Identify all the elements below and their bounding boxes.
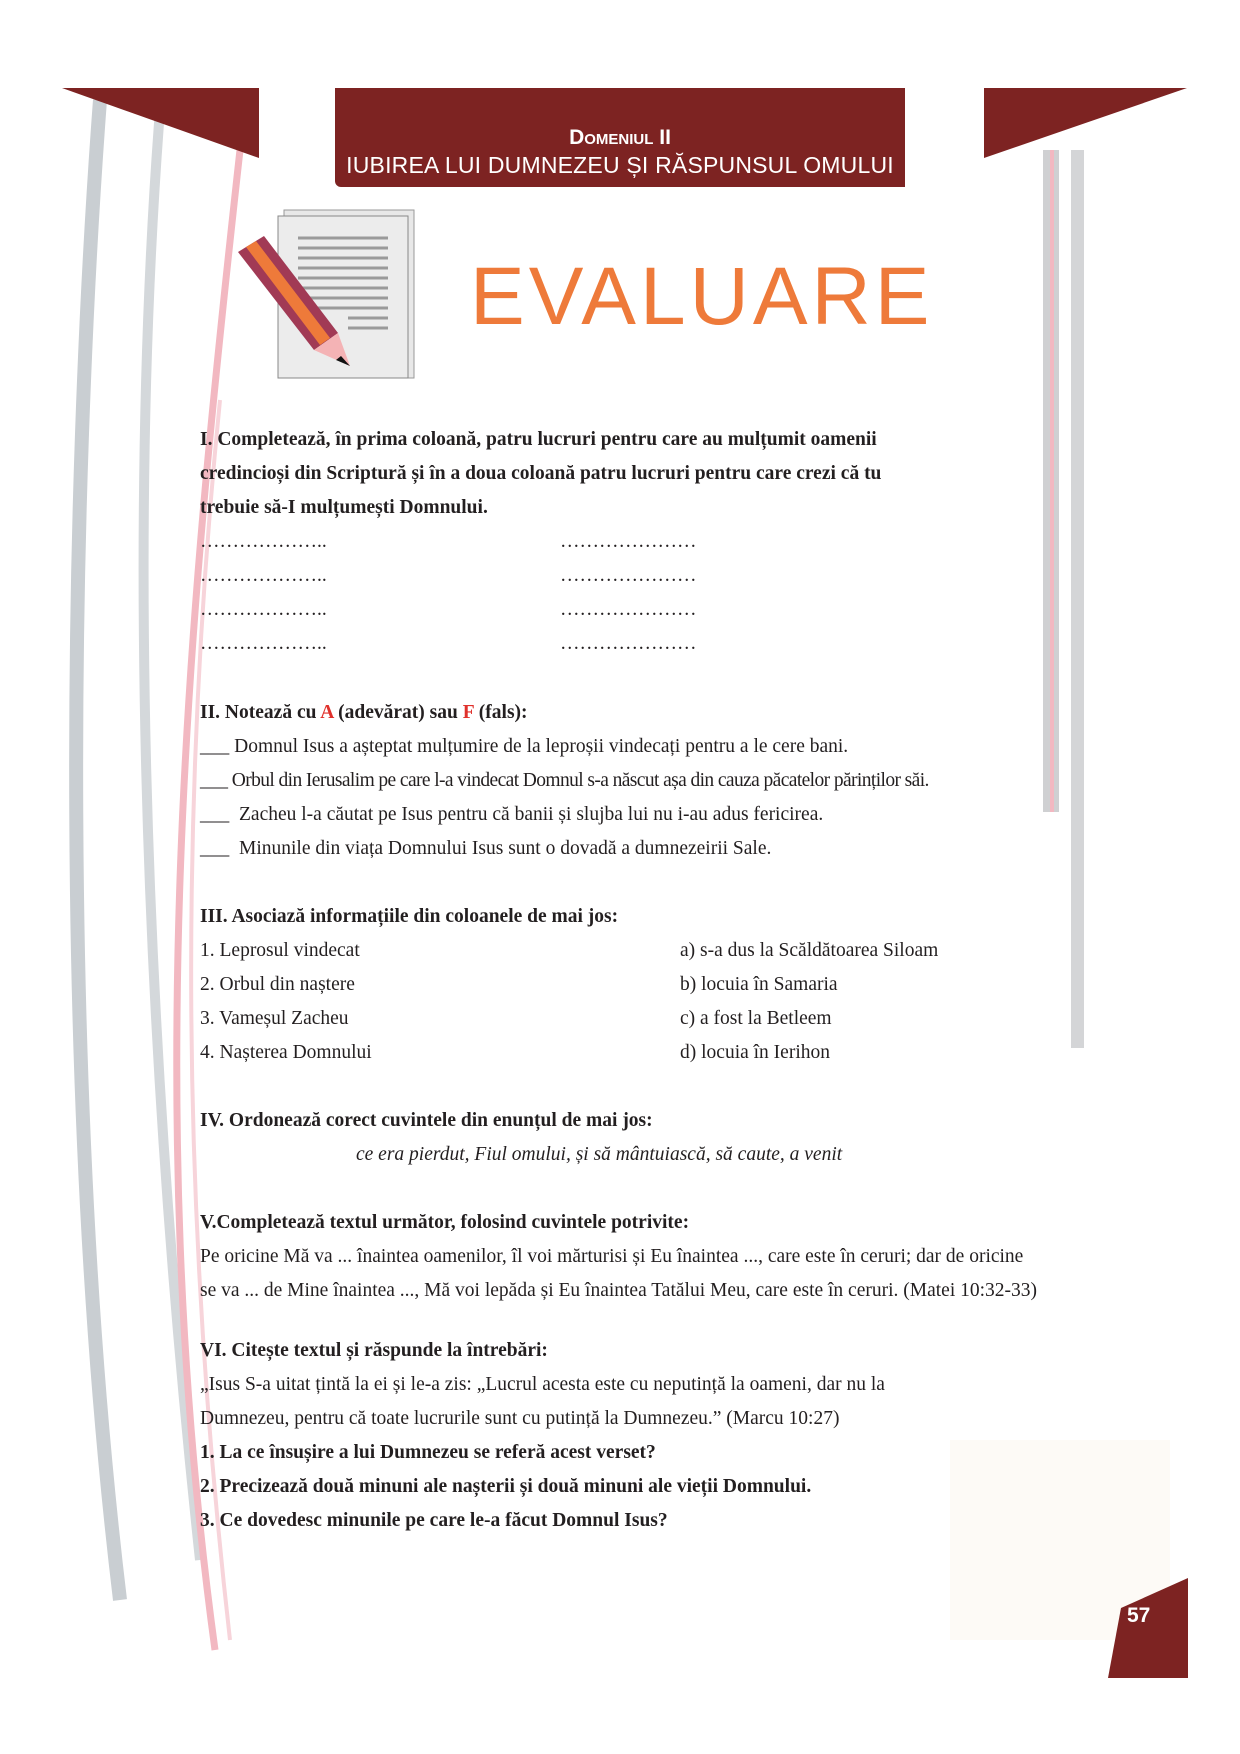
domain-label: Domeniul II xyxy=(569,126,671,149)
match-right-column xyxy=(680,934,938,1070)
section-5 xyxy=(200,1206,1160,1308)
answer-blank[interactable]: ……………….. xyxy=(200,565,327,586)
answer-blank[interactable]: ___ xyxy=(200,838,230,859)
answer-blank[interactable]: ………………… xyxy=(560,599,697,620)
section-4-heading: IV. Ordonează corect cuvintele din enunțul de mai jos: xyxy=(200,1110,653,1131)
answer-blank[interactable]: ………………… xyxy=(560,633,697,654)
answer-blank[interactable]: ___ xyxy=(200,804,230,825)
section-3-heading: III. Asociază informațiile din coloanele de mai jos: xyxy=(200,906,619,927)
scrambled-words: ce era pierdut, Fiul omului, și să mântuiască, să caute, a venit xyxy=(356,1144,843,1165)
answer-blank[interactable]: ……………….. xyxy=(200,531,327,552)
fill-text-line: se va ... de Mine înaintea ..., Mă voi lepăda și Eu înaintea Tatălui Meu, care este în ceruri. (Matei 10:32-33) xyxy=(200,1280,1038,1301)
question: 3. Ce dovedesc minunile pe care le-a făcut Domnul Isus? xyxy=(200,1510,668,1531)
true-false-item: ___ Orbul din Ierusalim pe care l-a vindecat Domnul s-a născut așa din cauza păcatelor părinților săi. xyxy=(200,770,929,791)
quote-line: Dumnezeu, pentru că toate lucrurile sunt cu putință la Dumnezeu.” (Marcu 10:27) xyxy=(200,1408,840,1429)
answer-column-left xyxy=(200,525,327,661)
match-left-item: 1. Leprosul vindecat xyxy=(200,940,360,961)
question: 1. La ce însușire a lui Dumnezeu se referă acest verset? xyxy=(200,1442,656,1463)
match-right-item: d) locuia în Ierihon xyxy=(680,1042,830,1063)
answer-blank[interactable]: ………………… xyxy=(560,531,697,552)
match-left-item: 3. Vameșul Zacheu xyxy=(200,1008,349,1029)
answer-blank[interactable]: ……………….. xyxy=(200,633,327,654)
answer-blank[interactable]: ___ xyxy=(200,770,228,791)
answer-column-right xyxy=(560,525,697,661)
true-false-item: ___ Minunile din viața Domnului Isus sunt o dovadă a dumnezeirii Sale. xyxy=(200,838,772,859)
section-5-heading: V.Completează textul următor, folosind cuvintele potrivite: xyxy=(200,1212,690,1233)
section-2 xyxy=(200,696,929,866)
true-false-item: ___ Zacheu l-a căutat pe Isus pentru că banii și slujba lui nu i-au adus fericirea. xyxy=(200,804,824,825)
heading-line: credincioși din Scriptură și în a doua coloană patru lucruri pentru care crezi că tu xyxy=(200,463,882,484)
section-2-heading: II. Notează cu A (adevărat) sau F (fals): xyxy=(200,702,528,723)
match-right-item: b) locuia în Samaria xyxy=(680,974,838,995)
fill-text-line: Pe oricine Mă va ... înaintea oamenilor, îl voi mărturisi și Eu înaintea ..., care este în ceruri; dar de oricine xyxy=(200,1246,1024,1267)
match-left-item: 4. Nașterea Domnului xyxy=(200,1042,372,1063)
right-corner-ribbon xyxy=(984,88,1187,158)
page-number: 57 xyxy=(1127,1604,1151,1627)
match-left-item: 2. Orbul din naștere xyxy=(200,974,355,995)
answer-blank[interactable]: ………………… xyxy=(560,565,697,586)
match-right-item: a) s-a dus la Scăldătoarea Siloam xyxy=(680,940,939,961)
page-title: EVALUARE xyxy=(470,251,934,342)
section-1-heading xyxy=(200,423,881,525)
heading-line: I. Completează, în prima coloană, patru lucruri pentru care au mulțumit oamenii xyxy=(200,429,877,450)
section-6-heading: VI. Citește textul și răspunde la întrebări: xyxy=(200,1340,548,1361)
pencil-document-icon xyxy=(238,208,418,380)
section-3 xyxy=(200,900,618,1070)
answer-blank[interactable]: ___ xyxy=(200,736,230,757)
answer-blank[interactable]: ……………….. xyxy=(200,599,327,620)
domain-banner xyxy=(335,88,905,187)
true-false-item: ___ Domnul Isus a așteptat mulțumire de la leproșii vindecați pentru a le cere bani. xyxy=(200,736,849,757)
section-6 xyxy=(200,1334,885,1538)
quote-line: „Isus S-a uitat țintă la ei și le-a zis: „Lucrul acesta este cu neputință la oameni, dar nu la xyxy=(200,1374,885,1395)
page-number-badge xyxy=(1108,1578,1188,1678)
domain-title: IUBIREA LUI DUMNEZEU ȘI RĂSPUNSUL OMULUI xyxy=(346,152,894,178)
heading-line: trebuie să-I mulțumești Domnului. xyxy=(200,497,488,518)
section-4 xyxy=(200,1104,842,1172)
question: 2. Precizează două minuni ale nașterii și două minuni ale vieții Domnului. xyxy=(200,1476,812,1497)
match-right-item: c) a fost la Betleem xyxy=(680,1008,832,1029)
